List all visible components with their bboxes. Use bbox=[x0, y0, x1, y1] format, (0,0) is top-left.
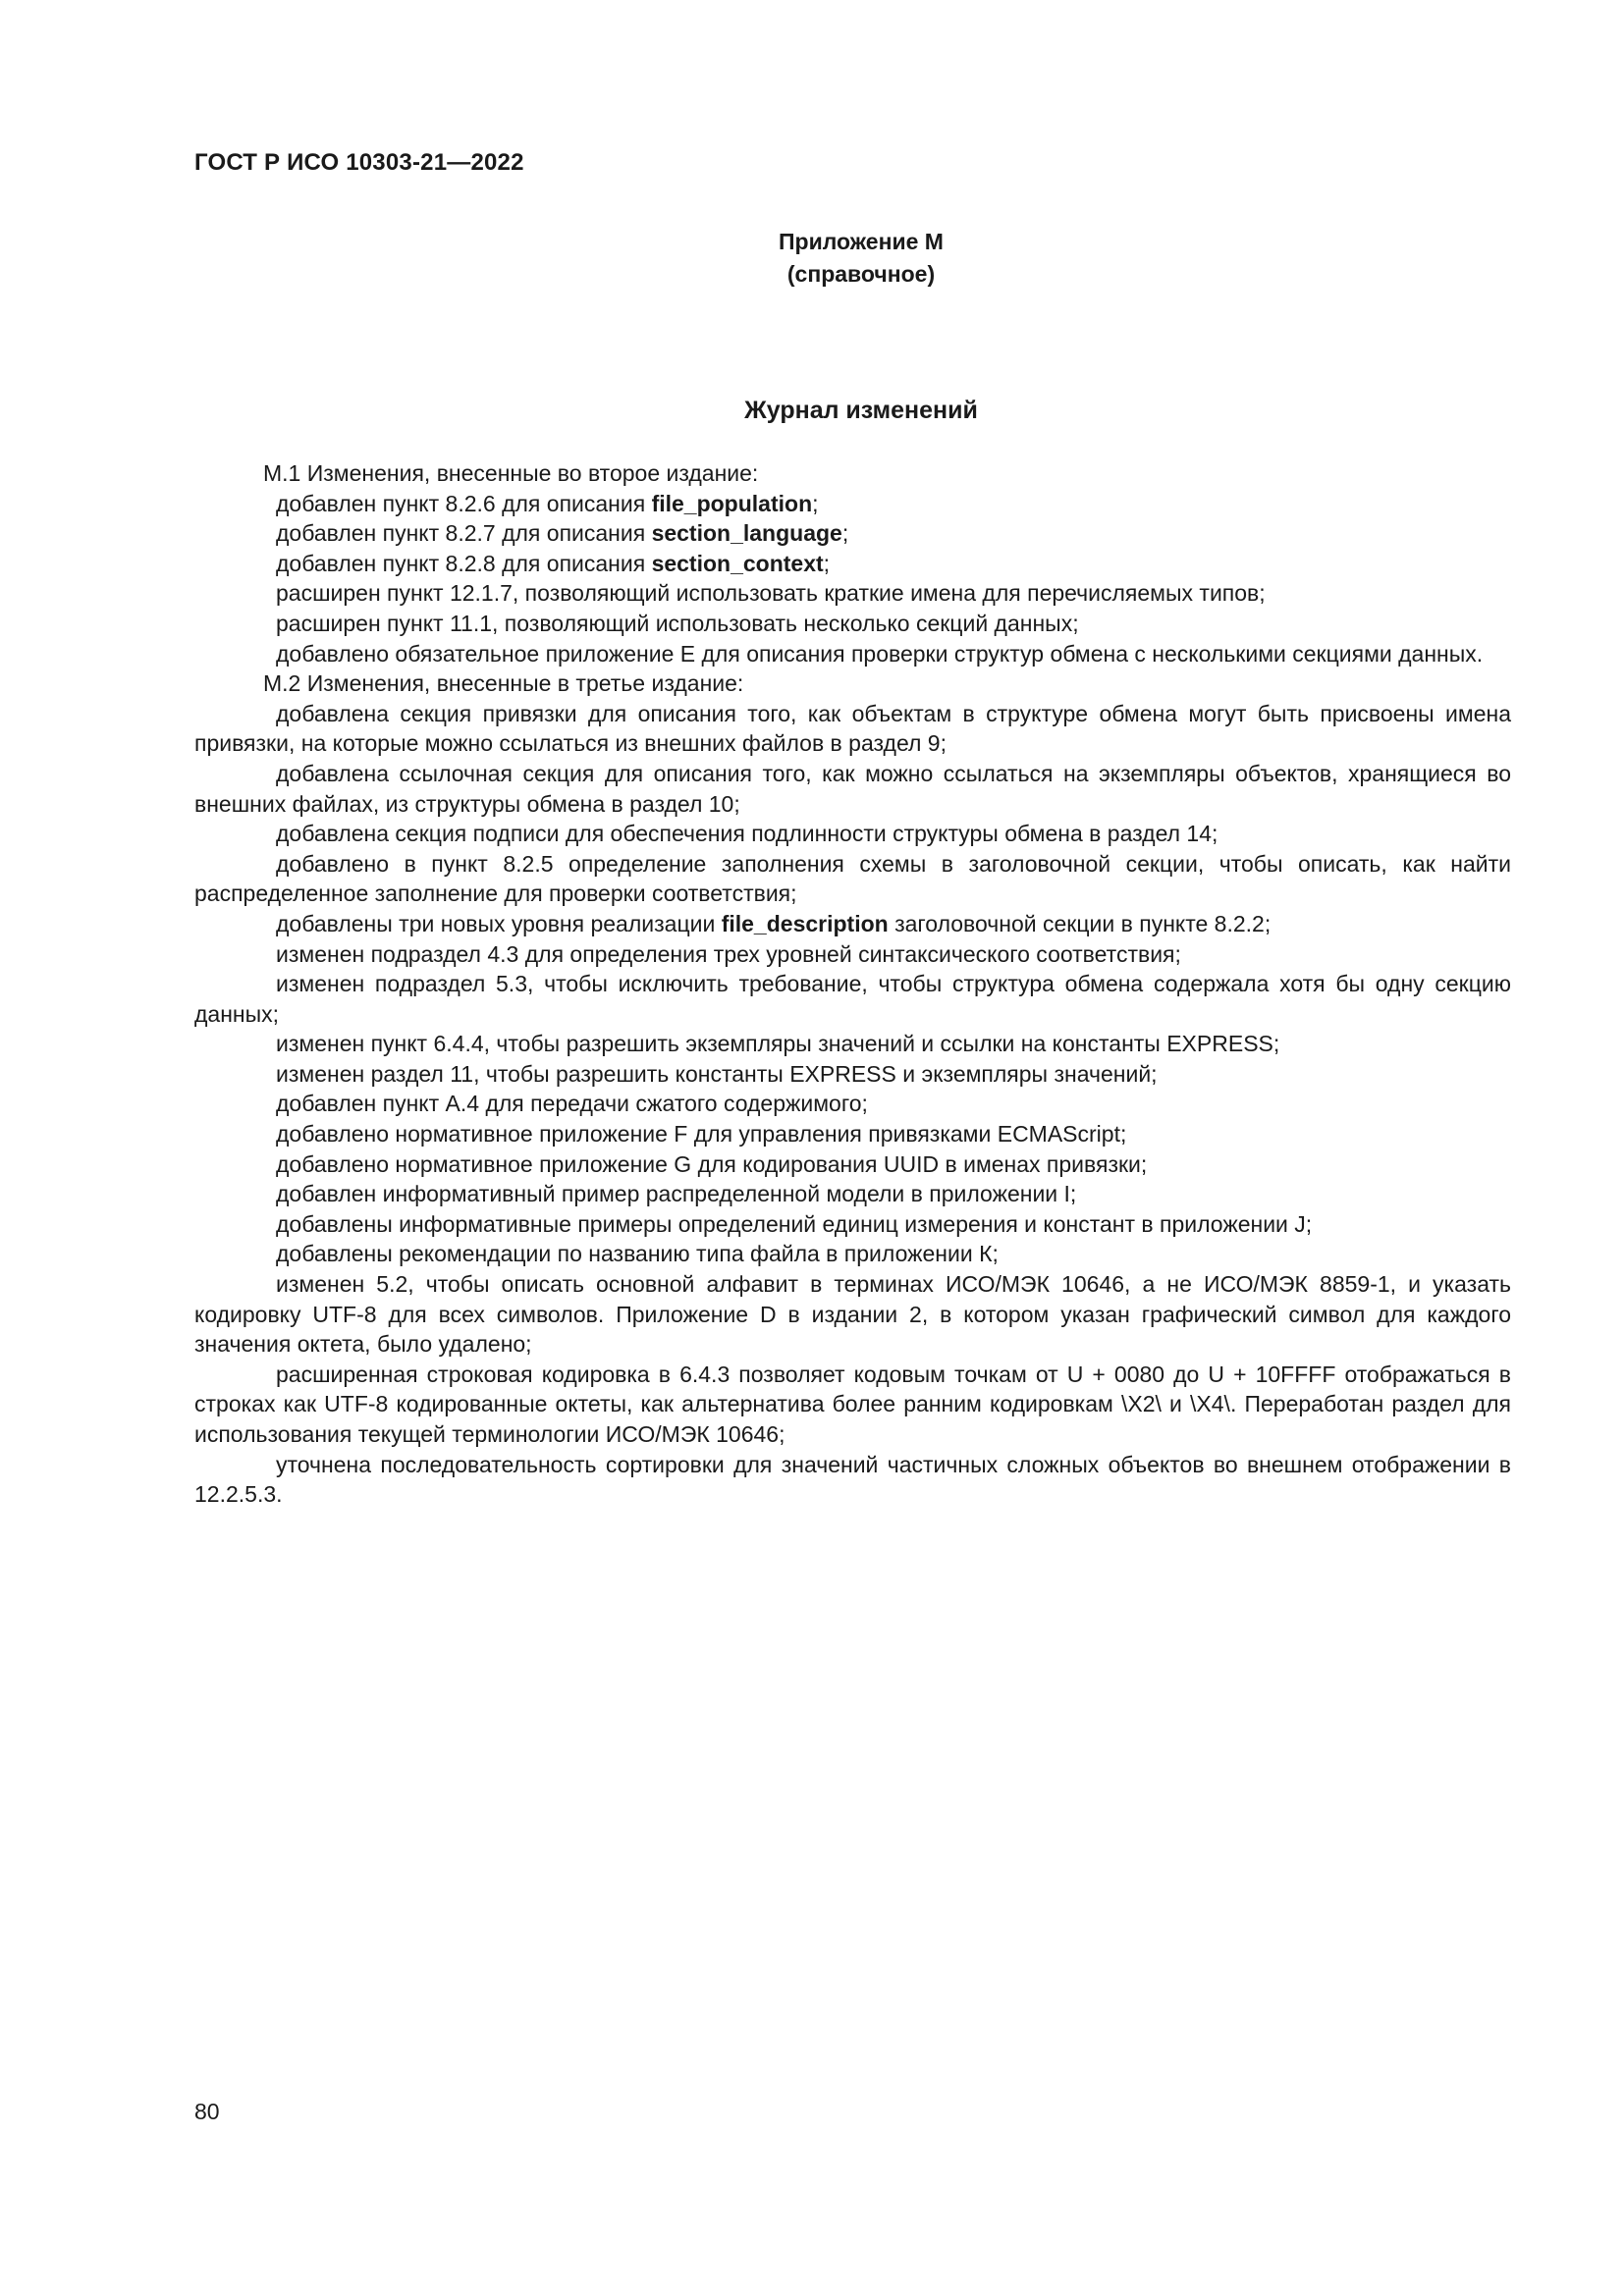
m1-lead: М.1 Изменения, внесенные во второе издание: bbox=[263, 460, 759, 486]
m1-list bbox=[194, 489, 1511, 669]
list-item: изменен подраздел 4.3 для определения трех уровней синтаксического соответствия; bbox=[276, 940, 1181, 967]
list-item: изменен пункт 6.4.4, чтобы разрешить экземпляры значений и ссылки на константы EXPRESS; bbox=[276, 1031, 1280, 1057]
list-item-term: section_language bbox=[651, 520, 842, 547]
list-item-text: добавлен пункт 8.2.7 для описания bbox=[276, 520, 652, 547]
list-item: изменен 5.2, чтобы описать основной алфавит в терминах ИСО/МЭК 10646, а не ИСО/МЭК 8859-1, и указать кодировку UTF-8 для всех символов. Приложение D в издании 2, в котором указан графический символ для каждого значения октета, было удалено; bbox=[194, 1271, 1511, 1358]
list-item: добавлен пункт А.4 для передачи сжатого содержимого; bbox=[276, 1091, 868, 1117]
document-body bbox=[194, 458, 1511, 1510]
list-item-text: добавлен пункт 8.2.8 для описания bbox=[276, 550, 652, 576]
list-item: добавлено в пункт 8.2.5 определение заполнения схемы в заголовочной секции, чтобы описать, как найти распределенное заполнение для проверки соответствия; bbox=[194, 850, 1511, 907]
list-item: расширен пункт 12.1.7, позволяющий использовать краткие имена для перечисляемых типов; bbox=[276, 580, 1266, 607]
list-item-text: ; bbox=[841, 520, 849, 547]
list-item: добавлены информативные примеры определений единиц измерения и констант в приложении J; bbox=[276, 1210, 1313, 1237]
list-item bbox=[194, 549, 1511, 579]
annex-type: (справочное) bbox=[786, 261, 936, 287]
list-item: добавлено обязательное приложение Е для описания проверки структур обмена с несколькими секциями данных. bbox=[276, 640, 1484, 667]
m2-lead: М.2 Изменения, внесенные в третье издание: bbox=[263, 670, 744, 697]
list-item: добавлена секция привязки для описания того, как объектам в структуре обмена могут быть присвоены имена привязки, на которые можно ссылаться из внешних файлов в раздел 9; bbox=[194, 700, 1511, 757]
document-header: ГОСТ Р ИСО 10303-21—2022 bbox=[194, 149, 524, 176]
list-item: расширенная строковая кодировка в 6.4.3 позволяет кодовым точкам от U + 0080 до U + 10FFFF отображаться в строках как UTF-8 кодированные октеты, как альтернатива более ранним кодировкам \X2\ и \X4\. Переработан раздел для использования текущей терминологии ИСО/МЭК 10646; bbox=[194, 1361, 1511, 1447]
list-item-text: добавлены три новых уровня реализации bbox=[276, 910, 722, 936]
list-item bbox=[194, 909, 1511, 939]
annex-heading bbox=[0, 226, 1624, 291]
list-item: изменен подраздел 5.3, чтобы исключить требование, чтобы структура обмена содержала хотя бы одну секцию данных; bbox=[194, 971, 1511, 1027]
list-item: изменен раздел 11, чтобы разрешить константы EXPRESS и экземпляры значений; bbox=[276, 1060, 1158, 1087]
list-item-term: section_context bbox=[651, 550, 824, 576]
m2-list bbox=[194, 699, 1511, 1510]
section-title: Журнал изменений bbox=[744, 397, 978, 424]
list-item: добавлено нормативное приложение F для управления привязками ECMAScript; bbox=[276, 1121, 1127, 1148]
list-item-text: ; bbox=[823, 550, 831, 576]
list-item: добавлена ссылочная секция для описания того, как можно ссылаться на экземпляры объектов, хранящиеся во внешних файлах, из структуры обмена в раздел 10; bbox=[194, 760, 1511, 817]
list-item bbox=[194, 518, 1511, 549]
list-item-term: file_description bbox=[721, 910, 889, 936]
list-item: расширен пункт 11.1, позволяющий использовать несколько секций данных; bbox=[276, 610, 1079, 636]
list-item bbox=[194, 489, 1511, 519]
list-item: добавлен информативный пример распределенной модели в приложении I; bbox=[276, 1181, 1077, 1207]
annex-title: Приложение М bbox=[779, 229, 944, 254]
page-number: 80 bbox=[194, 2099, 220, 2124]
list-item: уточнена последовательность сортировки для значений частичных сложных объектов во внешнем отображении в 12.2.5.3. bbox=[194, 1451, 1511, 1508]
list-item-text: ; bbox=[812, 490, 819, 516]
list-item-term: file_population bbox=[651, 490, 813, 516]
list-item: добавлены рекомендации по названию типа файла в приложении К; bbox=[276, 1241, 999, 1267]
list-item-text: заголовочной секции в пункте 8.2.2; bbox=[888, 910, 1272, 936]
list-item: добавлено нормативное приложение G для кодирования UUID в именах привязки; bbox=[276, 1150, 1148, 1177]
list-item-text: добавлен пункт 8.2.6 для описания bbox=[276, 490, 652, 516]
list-item: добавлена секция подписи для обеспечения подлинности структуры обмена в раздел 14; bbox=[276, 821, 1218, 847]
